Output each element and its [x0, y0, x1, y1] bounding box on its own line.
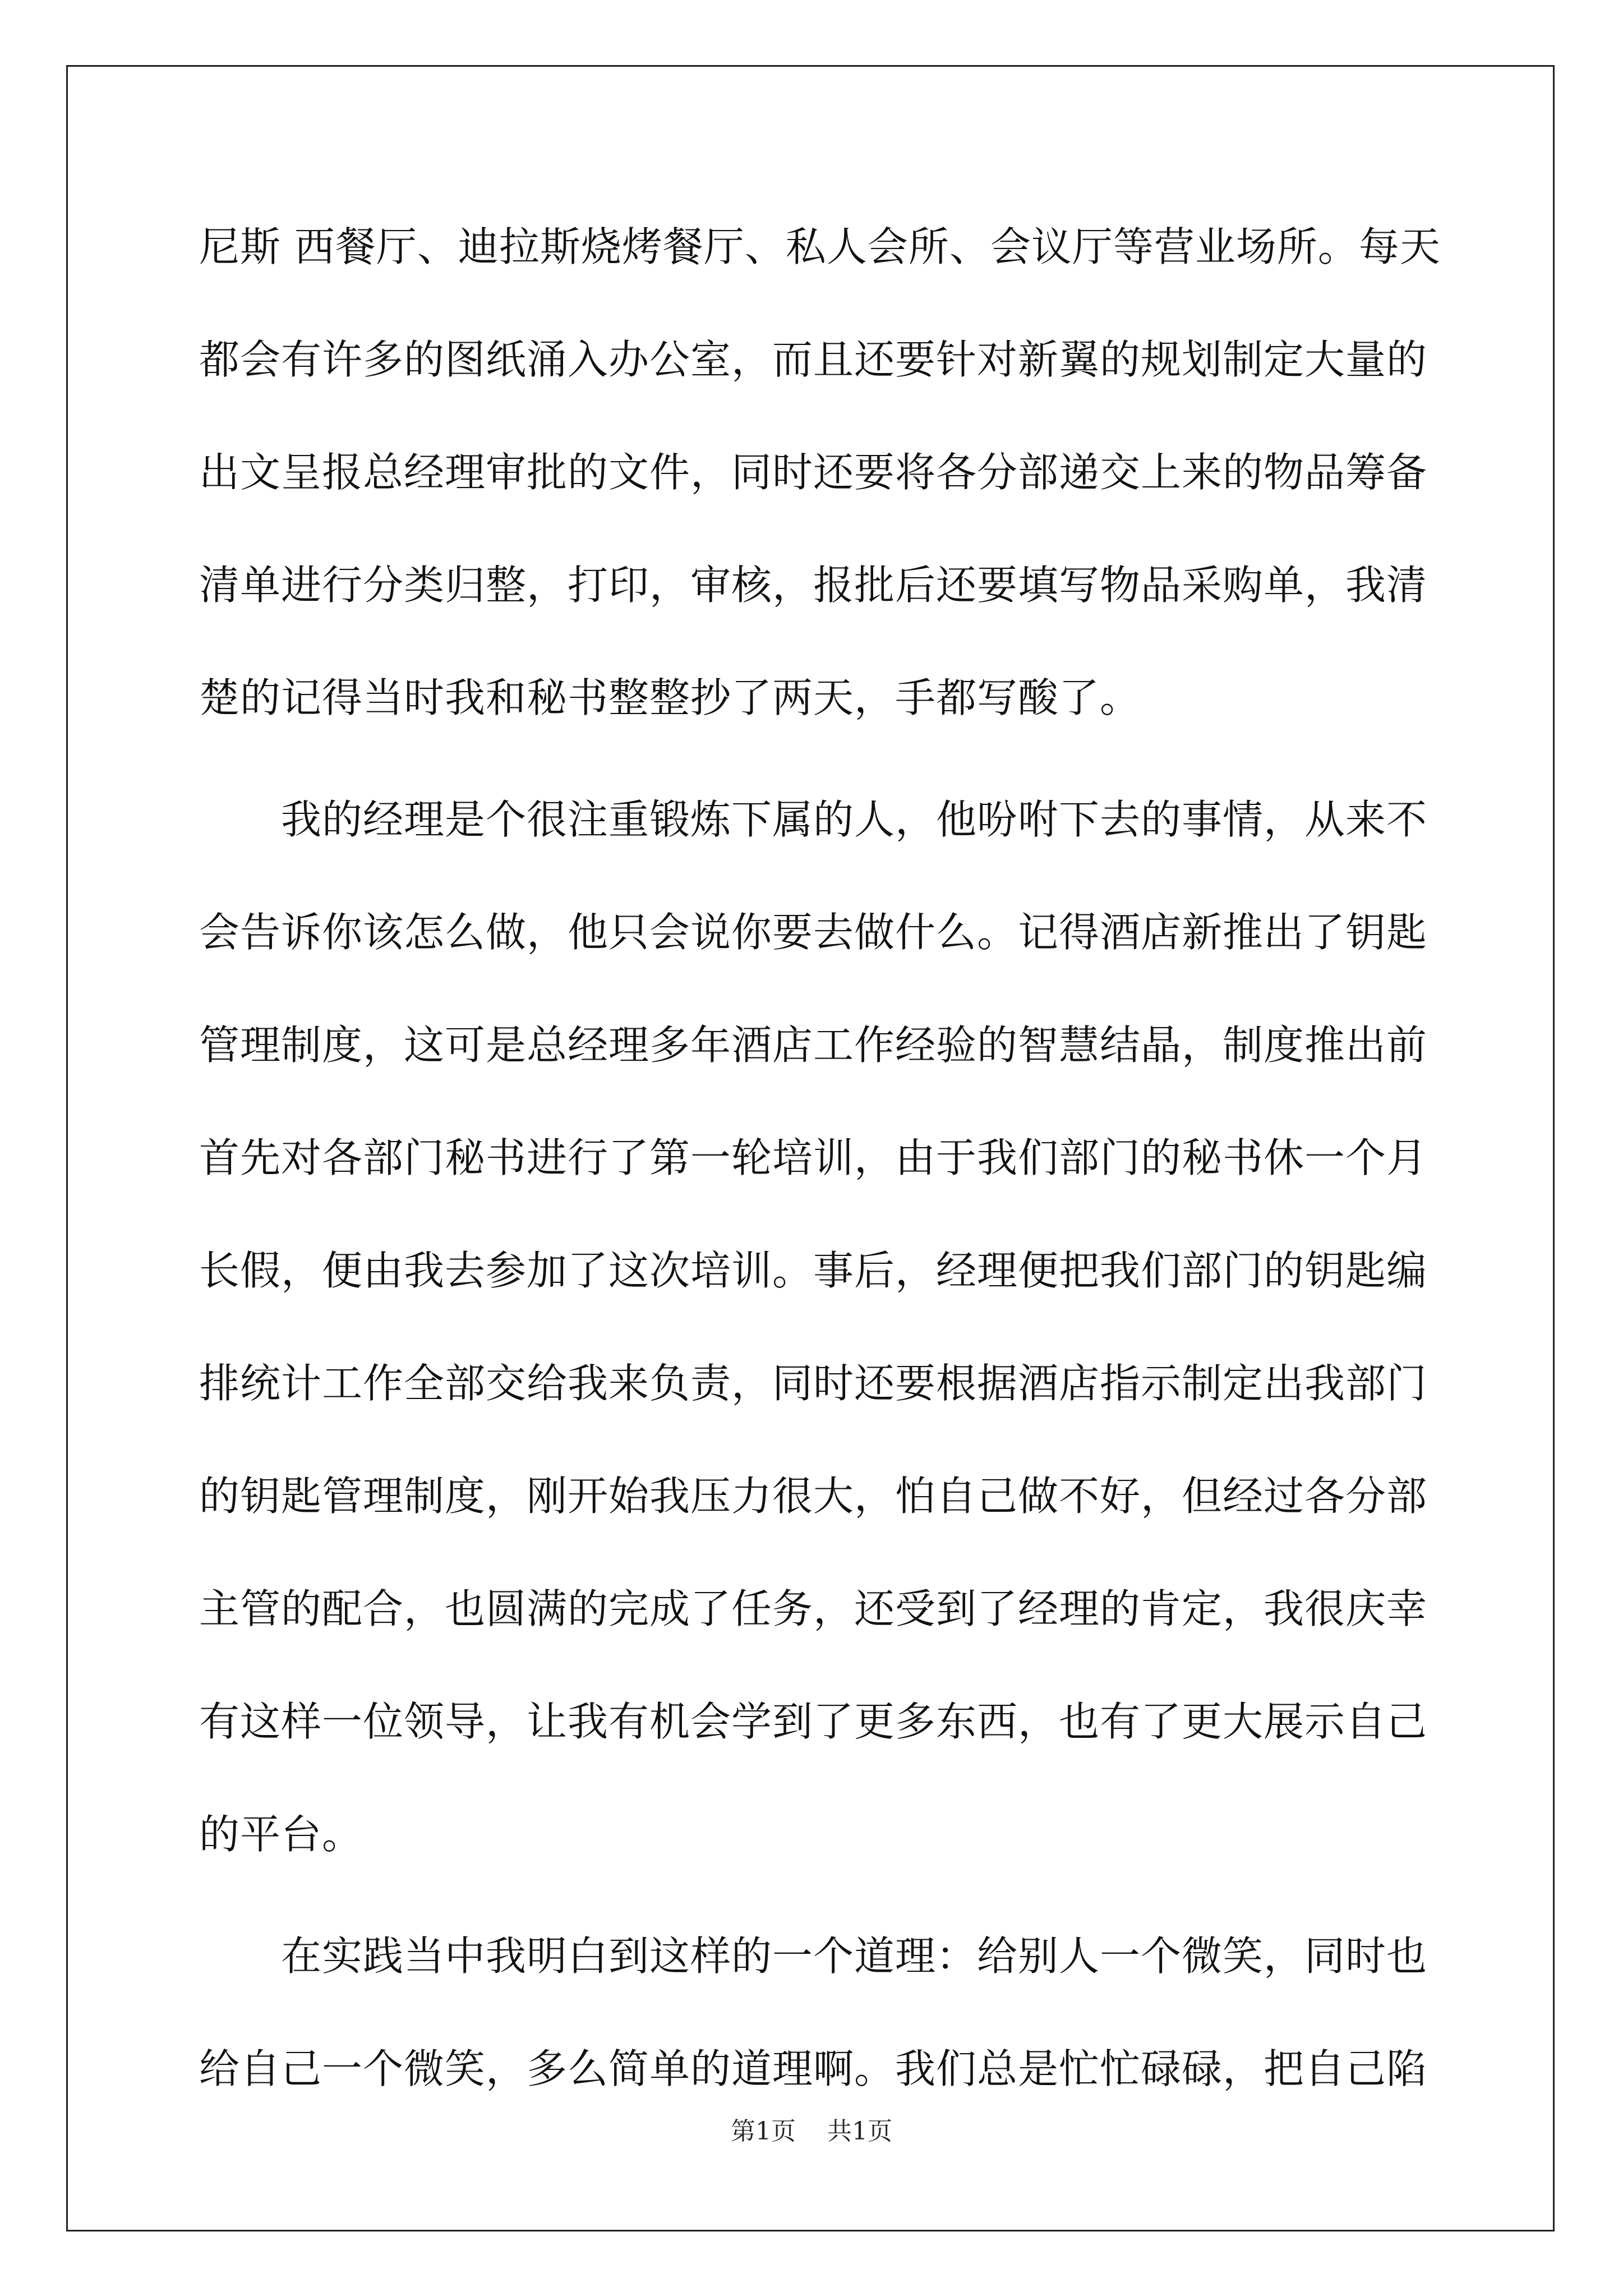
page-footer: [0, 2115, 1623, 2148]
page-total: 共1页: [827, 2117, 892, 2146]
text-line: 的钥匙管理制度，刚开始我压力很大，怕自己做不好，但经过各分部: [199, 1473, 1428, 1520]
text-line: 出文呈报总经理审批的文件，同时还要将各分部递交上来的物品筹备: [199, 449, 1428, 496]
text-line: 管理制度，这可是总经理多年酒店工作经验的智慧结晶，制度推出前: [199, 1022, 1428, 1069]
text-line: 都会有许多的图纸涌入办公室，而且还要针对新翼的规划制定大量的: [199, 336, 1428, 383]
text-line: 给自己一个微笑，多么简单的道理啊。我们总是忙忙碌碌，把自己陷: [199, 2045, 1428, 2092]
text-line: 尼斯 西餐厅、迪拉斯烧烤餐厅、私人会所、会议厅等营业场所。每天: [199, 223, 1441, 270]
text-line: 的平台。: [199, 1811, 363, 1858]
page-number: 第1页: [731, 2117, 796, 2146]
text-line: 我的经理是个很注重锻炼下属的人，他吩咐下去的事情，从来不: [199, 796, 1428, 843]
text-line: 主管的配合，也圆满的完成了任务，还受到了经理的肯定，我很庆幸: [199, 1585, 1428, 1632]
text-line: 会告诉你该怎么做，他只会说你要去做什么。记得酒店新推出了钥匙: [199, 909, 1428, 956]
text-line: 首先对各部门秘书进行了第一轮培训，由于我们部门的秘书休一个月: [199, 1134, 1428, 1181]
text-line: 长假，便由我去参加了这次培训。事后，经理便把我们部门的钥匙编: [199, 1247, 1428, 1294]
text-line: 在实践当中我明白到这样的一个道理：给别人一个微笑，同时也: [199, 1932, 1428, 1980]
text-line: 排统计工作全部交给我来负责，同时还要根据酒店指示制定出我部门: [199, 1360, 1428, 1407]
footer-spacer: [796, 2117, 827, 2146]
text-line: 清单进行分类归整，打印，审核，报批后还要填写物品采购单，我清: [199, 562, 1428, 609]
text-line: 楚的记得当时我和秘书整整抄了两天，手都写酸了。: [199, 674, 1141, 721]
text-line: 有这样一位领导，让我有机会学到了更多东西，也有了更大展示自己: [199, 1698, 1428, 1745]
